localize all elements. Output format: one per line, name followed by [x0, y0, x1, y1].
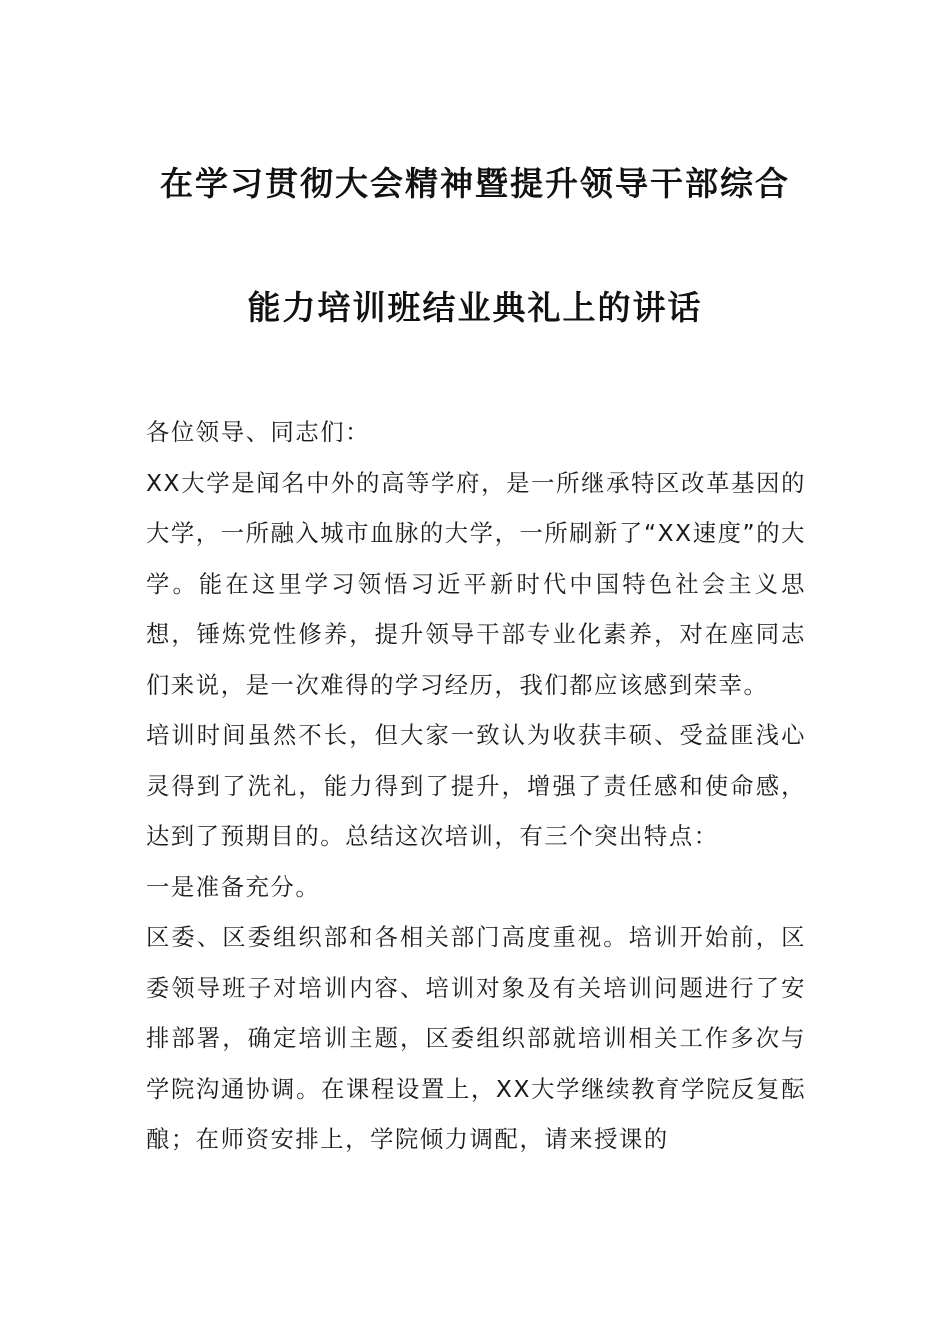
document-title-line-1: 在学习贯彻大会精神暨提升领导干部综合 [160, 164, 790, 203]
section-heading-preparation: 一是准备充分。 [146, 873, 321, 901]
paragraph-intro: XX大学是闻名中外的高等学府，是一所继承特区改革基因的大学，一所融入城市血脉的大学，一所刷新了“XX速度”的大学。能在这里学习领悟习近平新时代中国特色社会主义思想，锤炼党性修养，提升领导干部专业化素养，对在座同志们来说，是一次难得的学习经历，我们都应该感到荣幸。 [146, 469, 806, 699]
salutation: 各位领导、同志们： [146, 419, 371, 446]
document-body [146, 408, 806, 1166]
paragraph-preparation: 区委、区委组织部和各相关部门高度重视。培训开始前，区委领导班子对培训内容、培训对象及有关培训问题进行了安排部署，确定培训主题，区委组织部就培训相关工作多次与学院沟通协调。在课程设置上，XX大学继续教育学院反复酝酿；在师资安排上，学院倾力调配，请来授课的 [146, 924, 806, 1153]
document-title-line-2: 能力培训班结业典礼上的讲话 [247, 288, 703, 327]
paragraph-summary: 培训时间虽然不长，但大家一致认为收获丰硕、受益匪浅心灵得到了洗礼，能力得到了提升，增强了责任感和使命感，达到了预期目的。总结这次培训，有三个突出特点： [146, 722, 806, 850]
